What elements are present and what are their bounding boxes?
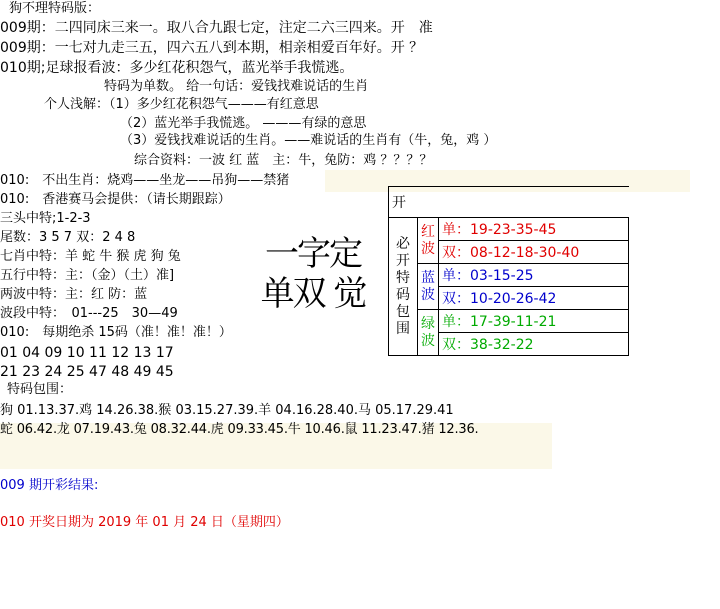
red-even-row: 双：08-12-18-30-40 xyxy=(439,241,629,264)
text-line: 010: 每期绝杀 15码（准！准！准！） xyxy=(0,325,232,340)
text-line: 波段中特： 01---25 30—49 xyxy=(0,306,178,321)
text-line: 009期：一七对九走三五，四六五八到本期，相亲相爱百年好。开 ？ xyxy=(0,40,424,56)
green-wave-label: 绿波 xyxy=(418,310,439,356)
text-line: 009期：二四同床三来一。取八合九跟七定，注定二六三四来。开 准 xyxy=(0,20,433,36)
date-line: 010 开奖日期为 2019 年 01 月 24 日（星期四） xyxy=(0,515,289,530)
blue-wave-label: 蓝波 xyxy=(418,264,439,310)
text-line: （3）爱钱找难说话的生肖。——难说话的生肖有（牛，兔，鸡 ） xyxy=(120,133,497,148)
text-line: 尾数：3 5 7 双：2 4 8 xyxy=(0,230,136,245)
text-line: 个人浅解：（1）多少红花积怨气———有红意思 xyxy=(44,97,319,112)
result-line: 009 期开彩结果: xyxy=(0,478,99,493)
text-line: （2）蓝光举手我慌逃。 ———有绿的意思 xyxy=(120,116,367,131)
red-wave-label: 红波 xyxy=(418,218,439,264)
text-line: 010: 不出生肖：烧鸡——坐龙——吊狗——禁猪 xyxy=(0,173,290,188)
box-side-label: 必开特码包围 xyxy=(389,218,418,356)
blue-even-row: 双：10-20-26-42 xyxy=(439,287,629,310)
text-line: 01 04 09 10 11 12 13 17 xyxy=(0,345,174,361)
doc-title: 狗不理特码版： xyxy=(9,1,101,16)
text-line: 010: 香港赛马会提供：（请长期跟踪） xyxy=(0,192,231,207)
special-code-box xyxy=(388,186,629,356)
text-line: 特码包围： xyxy=(7,382,73,397)
text-line: 综合资料：一波 红 蓝 主：牛，兔防：鸡 ？？？？ xyxy=(134,153,433,168)
text-line: 010期;足球报看波：多少红花积怨气，蓝光举手我慌逃。 xyxy=(0,60,354,76)
text-line: 狗 01.13.37.鸡 14.26.38.猴 03.15.27.39.羊 04.16.28.40.马 05.17.29.41 xyxy=(0,403,454,418)
text-line: 两波中特：主：红 防：蓝 xyxy=(0,287,148,302)
text-line: 特码为单数。 给一句话：爱钱找难说话的生肖 xyxy=(104,79,369,94)
green-even-row: 双：38-32-22 xyxy=(439,333,629,356)
text-line: 蛇 06.42.龙 07.19.43.兔 08.32.44.虎 09.33.45.牛 10.46.鼠 11.23.47.猪 12.36. xyxy=(0,422,479,437)
red-odd-row: 单：19-23-35-45 xyxy=(439,218,629,241)
text-line: 21 23 24 25 47 48 49 45 xyxy=(0,364,174,380)
handwritten-text: 一字定单双 觉 xyxy=(260,234,366,314)
blue-odd-row: 单：03-15-25 xyxy=(439,264,629,287)
green-odd-row: 单：17-39-11-21 xyxy=(439,310,629,333)
text-line: 三头中特;1-2-3 xyxy=(0,211,91,226)
text-line: 五行中特：主：（金）（土）准] xyxy=(0,268,175,283)
text-line: 七肖中特：羊 蛇 牛 猴 虎 狗 兔 xyxy=(0,249,181,264)
box-header: 开 xyxy=(389,187,629,218)
